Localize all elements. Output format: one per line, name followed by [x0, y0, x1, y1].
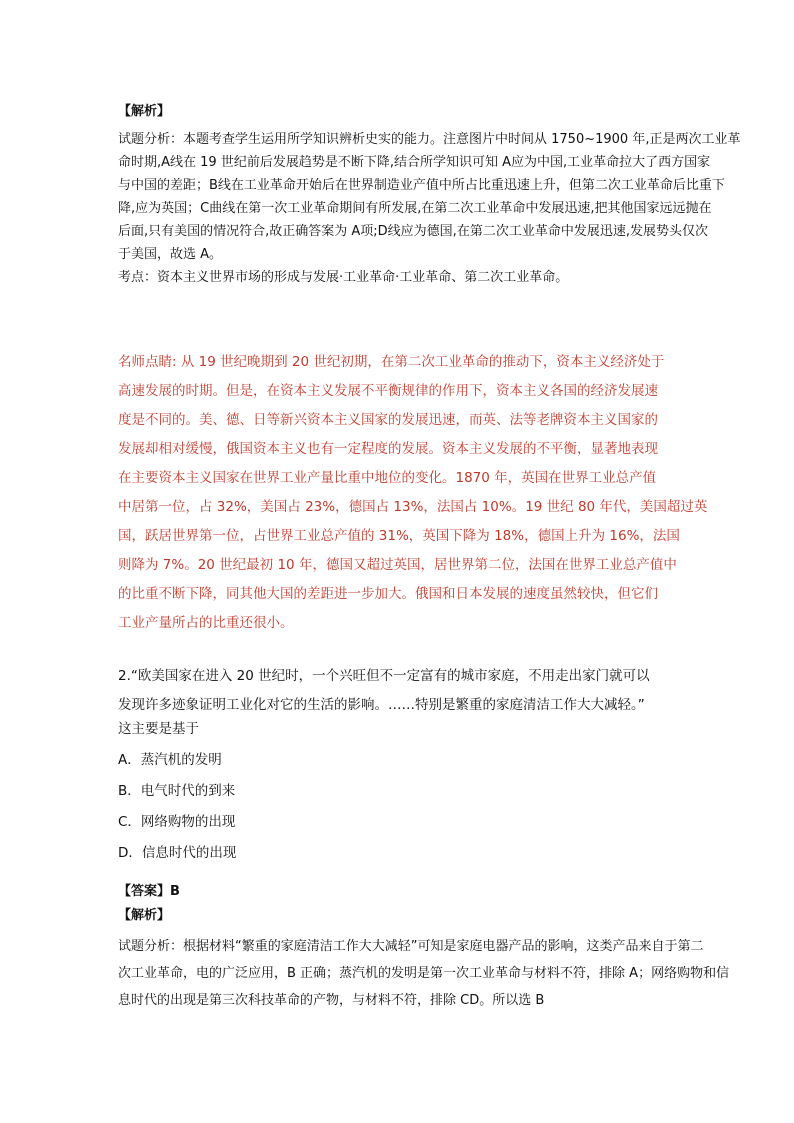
analysis-line: 后面,只有美国的情况符合,故正确答案为 A项;D线应为德国,在第二次工业革命中发展迅速,发展势头仅次	[118, 224, 708, 239]
note-line: 在主要资本主义国家在世界工业产量比重中地位的变化。1870 年，英国在世界工业总产值	[118, 470, 657, 486]
option-c: C．网络购物的出现	[118, 814, 236, 830]
section1-analysis	[118, 131, 741, 286]
question-stem-line: 发现许多迹象证明工业化对它的生活的影响。……特别是繁重的家庭清洁工作大大减轻。”	[118, 697, 645, 713]
kaodian-line: 考点：资本主义世界市场的形成与发展·工业革命·工业革命、第二次工业革命。	[118, 270, 569, 285]
note-line: 高速发展的时期。但是，在资本主义发展不平衡规律的作用下，资本主义各国的经济发展速	[118, 383, 658, 399]
note-line: 则降为 7%。20 世纪最初 10 年，德国又超过英国，居世界第二位，法国在世界工业总产值中	[118, 557, 677, 573]
analysis-line: 于美国，故选 A。	[118, 247, 223, 262]
note-line: 名师点睛: 从 19 世纪晚期到 20 世纪初期，在第二次工业革命的推动下，资本主义经济处于	[118, 354, 665, 370]
section1-heading	[118, 103, 674, 120]
option-a: A．蒸汽机的发明	[118, 752, 222, 768]
note-line: 的比重不断下降，同其他大国的差距进一步加大。俄国和日本发展的速度虽然较快，但它们	[118, 586, 658, 602]
question-2	[118, 666, 674, 863]
analysis-line: 试题分析：本题考查学生运用所学知识辨析史实的能力。注意图片中时间从 1750~1900 年,正是两次工业革	[118, 132, 741, 147]
analysis-line: 命时期,A线在 19 世纪前后发展趋势是不断下降,结合所学知识可知 A应为中国,工业革命拉大了西方国家	[118, 155, 711, 170]
question2-analysis	[118, 938, 730, 1009]
teacher-note	[118, 352, 708, 633]
note-line: 中居第一位，占 32%，美国占 23%，德国占 13%，法国占 10%。19 世纪 80 年代，美国超过英	[118, 499, 708, 515]
question-stem-line: 2.“欧美国家在进入 20 世纪时，一个兴旺但不一定富有的城市家庭，不用走出家门就可以	[118, 668, 650, 684]
answer-block	[118, 883, 674, 924]
analysis-heading: 【解析】	[118, 104, 171, 119]
analysis-line: 降,应为英国；C曲线在第一次工业革命期间有所发展,在第二次工业革命中发展迅速,把其他国家远远抛在	[118, 201, 712, 216]
option-d: D．信息时代的出现	[118, 845, 237, 861]
analysis-line: 试题分析：根据材料“繁重的家庭清洁工作大大减轻”可知是家庭电器产品的影响，这类产品来自于第二	[118, 939, 704, 954]
analysis-heading-2: 【解析】	[118, 908, 171, 923]
note-line: 度是不同的。美、德、日等新兴资本主义国家的发展迅速，而英、法等老牌资本主义国家的	[118, 412, 658, 428]
analysis-line: 与中国的差距；B线在工业革命开始后在世界制造业产值中所占比重迅速上升，但第二次工业革命后比重下	[118, 178, 725, 193]
analysis-line: 次工业革命，电的广泛应用，B 正确；蒸汽机的发明是第一次工业革命与材料不符，排除 A；网络购物和信	[118, 966, 730, 981]
note-line: 工业产量所占的比重还很小。	[118, 615, 294, 631]
option-b: B．电气时代的到来	[118, 783, 236, 799]
note-line: 国，跃居世界第一位，占世界工业总产值的 31%，英国下降为 18%，德国上升为 16%，法国	[118, 528, 680, 544]
analysis-line: 息时代的出现是第三次科技革命的产物，与材料不符，排除 CD。所以选 B	[118, 993, 545, 1008]
question-stem-line: 这主要是基于	[118, 721, 199, 737]
note-line: 发展却相对缓慢，俄国资本主义也有一定程度的发展。资本主义发展的不平衡，显著地表现	[118, 441, 658, 457]
answer-label: 【答案】B	[118, 884, 180, 899]
